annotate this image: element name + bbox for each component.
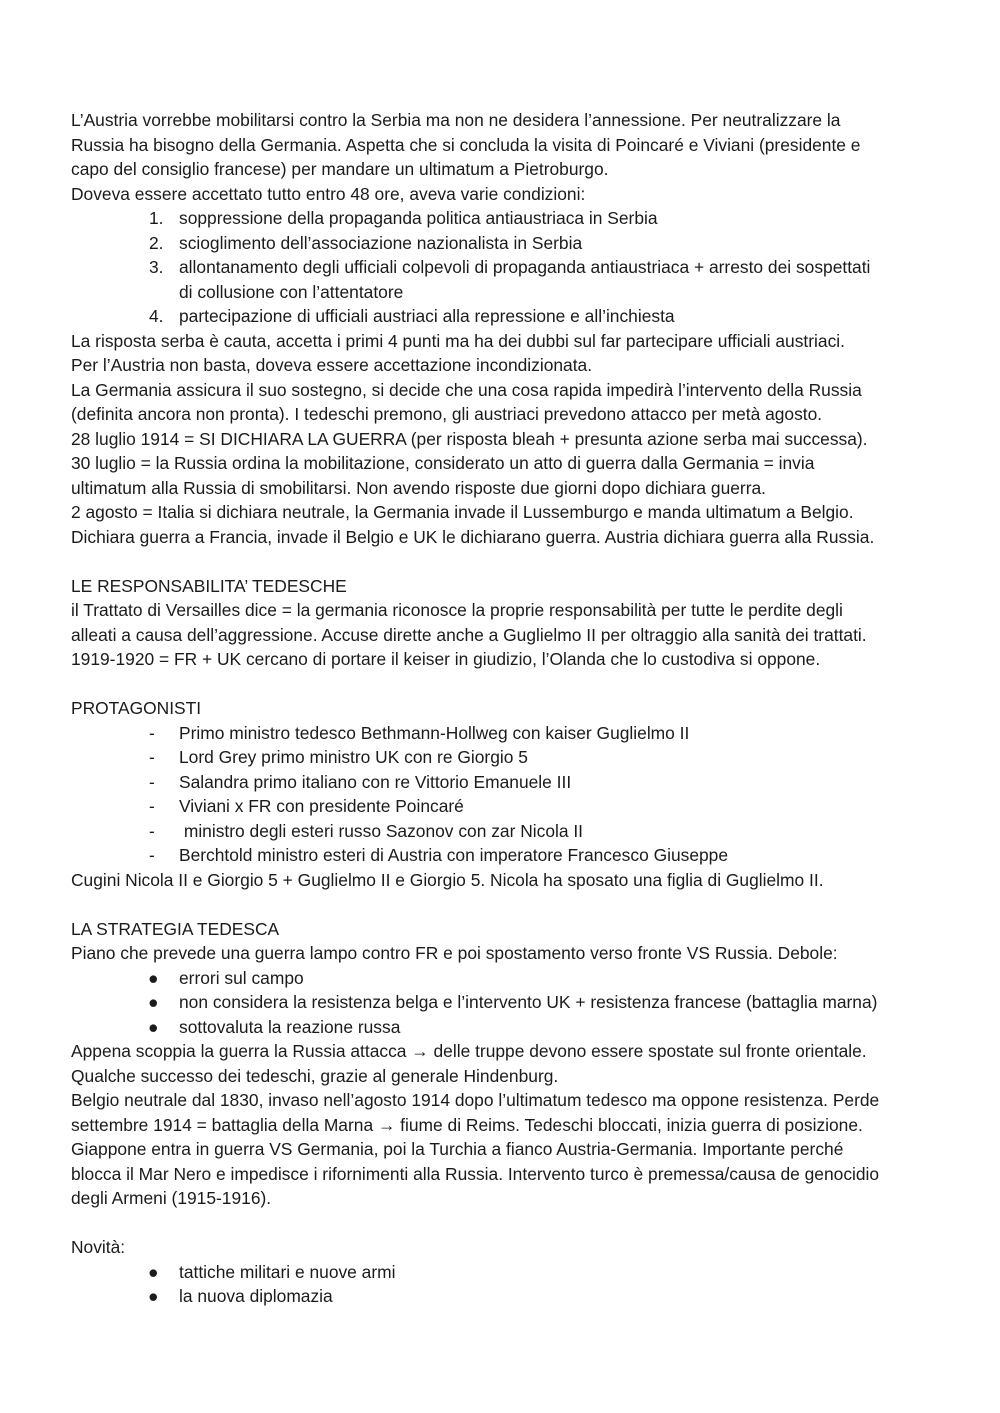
- condition-text-continued: di collusione con l’attentatore: [179, 281, 404, 302]
- condition-item: [71, 255, 931, 280]
- paragraph-line: Per l’Austria non basta, doveva essere accettazione incondizionata.: [71, 355, 593, 375]
- section-heading: Novità:: [71, 1237, 126, 1257]
- list-item: [71, 1015, 931, 1040]
- section-heading: PROTAGONISTI: [71, 698, 202, 718]
- dash-marker: -: [149, 796, 155, 816]
- list-item-text: Berchtold ministro esteri di Austria con imperatore Francesco Giuseppe: [179, 845, 729, 865]
- paragraph-line: 1919-1920 = FR + UK cercano di portare il keiser in giudizio, l’Olanda che lo custodiva si oppone.: [71, 649, 821, 669]
- bullet-marker: ●: [148, 967, 159, 988]
- list-item-text: Viviani x FR con presidente Poincaré: [179, 796, 464, 816]
- condition-item: [71, 231, 931, 256]
- paragraph-line: il Trattato di Versailles dice = la germania riconosce la proprie responsabilità per tutte le perdite degli: [71, 600, 843, 620]
- list-number: 1.: [149, 208, 164, 228]
- condition-text: soppressione della propaganda politica antiaustriaca in Serbia: [179, 208, 658, 228]
- list-item: [71, 1284, 931, 1309]
- paragraph-line: settembre 1914 = battaglia della Marna → fiume di Reims. Tedeschi bloccati, inizia guerra di posizione.: [71, 1114, 863, 1135]
- section-heading: LE RESPONSABILITA’ TEDESCHE: [71, 575, 347, 596]
- blank-line: [71, 549, 931, 574]
- intro-line: L’Austria vorrebbe mobilitarsi contro la Serbia ma non ne desidera l’annessione. Per neutralizzare la: [71, 110, 841, 130]
- paragraph-line: 30 luglio = la Russia ordina la mobilitazione, considerato un atto di guerra dalla Germania = invia: [71, 453, 815, 473]
- list-item-text: la nuova diplomazia: [179, 1286, 333, 1306]
- paragraph-line: Dichiara guerra a Francia, invade il Belgio e UK le dichiarano guerra. Austria dichiara guerra alla Russia.: [71, 526, 875, 547]
- paragraph-line: Belgio neutrale dal 1830, invaso nell’agosto 1914 dopo l’ultimatum tedesco ma oppone resistenza. Perde: [71, 1090, 880, 1110]
- list-item: [71, 843, 931, 868]
- condition-item: [71, 304, 931, 329]
- list-number: 2.: [149, 232, 164, 253]
- list-item-text: ministro degli esteri russo Sazonov con zar Nicola II: [179, 820, 584, 841]
- list-item-text: non considera la resistenza belga e l’intervento UK + resistenza francese (battaglia marna): [179, 992, 878, 1012]
- list-item-text: Salandra primo italiano con re Vittorio Emanuele III: [179, 771, 572, 792]
- condition-text: partecipazione di ufficiali austriaci alla repressione e all’inchiesta: [179, 306, 675, 326]
- paragraph-line: Piano che prevede una guerra lampo contro FR e poi spostamento verso fronte VS Russia. Debole:: [71, 943, 838, 963]
- bullet-marker: ●: [148, 1016, 159, 1037]
- paragraph-line: La Germania assicura il suo sostegno, si decide che una cosa rapida impedirà l’intervento della Russia: [71, 379, 862, 400]
- paragraph-line: alleati a causa dell’aggressione. Accuse dirette anche a Guglielmo II per oltraggio alla sanità dei trattati.: [71, 624, 867, 645]
- condition-text: scioglimento dell’associazione nazionalista in Serbia: [179, 232, 583, 253]
- paragraph-line: Cugini Nicola II e Giorgio 5 + Guglielmo II e Giorgio 5. Nicola ha sposato una figlia di Guglielmo II.: [71, 869, 824, 890]
- list-number: 3.: [149, 257, 164, 277]
- paragraph-line: La risposta serba è cauta, accetta i primi 4 punti ma ha dei dubbi sul far partecipare ufficiali austriaci.: [71, 330, 845, 351]
- paragraph-line: degli Armeni (1915-1916).: [71, 1188, 272, 1208]
- list-number: 4.: [149, 306, 164, 326]
- list-item-text: errori sul campo: [179, 967, 304, 988]
- blank-line: [71, 1211, 931, 1236]
- intro-line: Doveva essere accettato tutto entro 48 ore, aveva varie condizioni:: [71, 183, 586, 204]
- list-item-text: Primo ministro tedesco Bethmann-Hollweg con kaiser Guglielmo II: [179, 722, 690, 743]
- blank-line: [71, 672, 931, 697]
- bullet-marker: ●: [148, 1261, 159, 1282]
- list-item: [71, 770, 931, 795]
- paragraph-line: blocca il Mar Nero e impedisce i rifornimenti alla Russia. Intervento turco è premessa/causa de genocidio: [71, 1163, 880, 1184]
- dash-marker: -: [149, 747, 155, 767]
- dash-marker: -: [149, 722, 155, 743]
- list-item: [71, 819, 931, 844]
- condition-item: [71, 206, 931, 231]
- bullet-marker: ●: [148, 1286, 159, 1306]
- list-item: [71, 990, 931, 1015]
- list-item: [71, 1260, 931, 1285]
- blank-line: [71, 892, 931, 917]
- paragraph-line: 28 luglio 1914 = SI DICHIARA LA GUERRA (per risposta bleah + presunta azione serba mai successa).: [71, 428, 868, 449]
- list-item-text: Lord Grey primo ministro UK con re Giorgio 5: [179, 747, 528, 767]
- paragraph-line: Qualche successo dei tedeschi, grazie al generale Hindenburg.: [71, 1065, 559, 1086]
- bullet-marker: ●: [148, 992, 159, 1012]
- dash-marker: -: [149, 845, 155, 865]
- dash-marker: -: [149, 771, 155, 792]
- document-body: [71, 108, 931, 1309]
- list-item-text: sottovaluta la reazione russa: [179, 1016, 401, 1037]
- intro-line: Russia ha bisogno della Germania. Aspetta che si concluda la visita di Poincaré e Viviani (presidente e: [71, 134, 861, 155]
- dash-marker: -: [149, 820, 155, 841]
- paragraph-line: (definita ancora non pronta). I tedeschi premono, gli austriaci prevedono attacco per metà agosto.: [71, 404, 823, 424]
- list-item: [71, 721, 931, 746]
- list-item: [71, 745, 931, 770]
- list-item-text: tattiche militari e nuove armi: [179, 1261, 396, 1282]
- paragraph-line: Giappone entra in guerra VS Germania, poi la Turchia a fianco Austria-Germania. Importante perché: [71, 1139, 844, 1159]
- list-item: [71, 794, 931, 819]
- section-heading: LA STRATEGIA TEDESCA: [71, 918, 280, 939]
- intro-line: capo del consiglio francese) per mandare un ultimatum a Pietroburgo.: [71, 159, 609, 179]
- paragraph-line: Appena scoppia la guerra la Russia attacca → delle truppe devono essere spostate sul fronte orientale.: [71, 1041, 867, 1061]
- paragraph-line: 2 agosto = Italia si dichiara neutrale, la Germania invade il Lussemburgo e manda ultimatum a Belgio.: [71, 502, 854, 522]
- condition-text: allontanamento degli ufficiali colpevoli di propaganda antiaustriaca + arresto dei sospettati: [179, 257, 871, 277]
- list-item: [71, 966, 931, 991]
- paragraph-line: ultimatum alla Russia di smobilitarsi. Non avendo risposte due giorni dopo dichiara guerra.: [71, 477, 767, 498]
